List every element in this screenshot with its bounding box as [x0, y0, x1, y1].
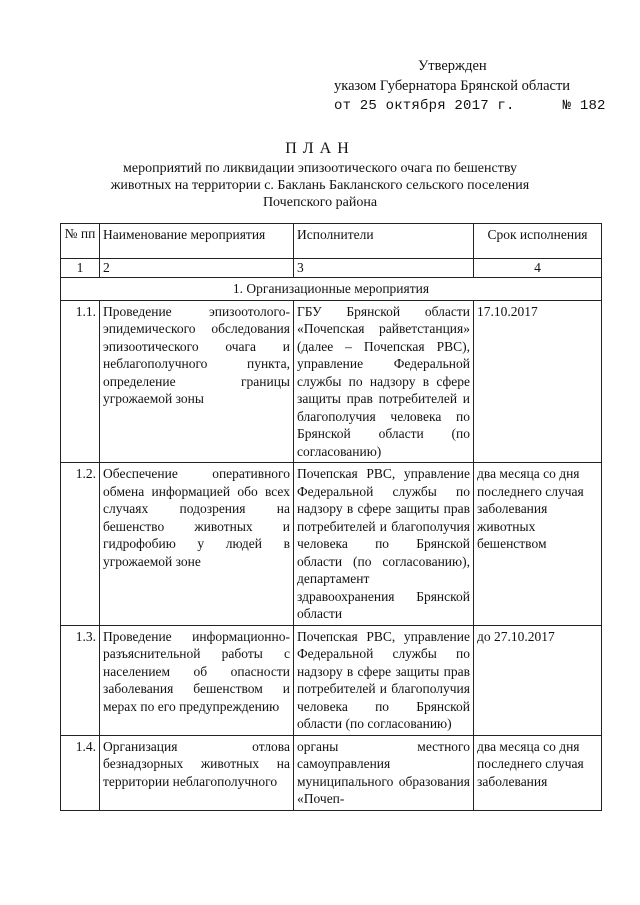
section-row [61, 278, 602, 301]
approval-date: от 25 октября 2017 г. [334, 98, 515, 114]
approval-decree: указом Губернатора Брянской области [334, 78, 571, 94]
row-number: 1.2. [61, 463, 100, 626]
row-executors: Почепская РВС, управление Федеральной службы по надзору в сфере защиты прав потребителей и благополучия человека по Брянской области (по согласованию), департамент здравоохранения Брянской области [294, 463, 474, 626]
section-title: 1. Организационные мероприятия [61, 278, 602, 301]
row-number: 1.3. [61, 625, 100, 735]
row-executors: Почепская РВС, управление Федеральной службы по надзору в сфере защиты прав потребителей и благополучия человека по Брянской области (по согласованию) [294, 625, 474, 735]
column-number: 2 [100, 259, 294, 278]
row-deadline: до 27.10.2017 [474, 625, 602, 735]
header-number: № пп [61, 224, 100, 259]
row-executors: органы местного самоуправления муниципального образования «Почеп- [294, 735, 474, 810]
column-number: 1 [61, 259, 100, 278]
table-header-row [61, 224, 602, 259]
plan-heading: ПЛАН [285, 140, 355, 157]
row-number: 1.4. [61, 735, 100, 810]
approval-number: № 182 [562, 98, 606, 114]
approval-date-line [334, 96, 606, 116]
plan-subtitle-line-3: Почепского района [262, 195, 378, 210]
table-row [61, 463, 602, 626]
plan-table [60, 223, 602, 811]
header-deadline: Срок исполнения [474, 224, 602, 259]
table-row [61, 735, 602, 810]
approval-title: Утвержден [418, 58, 487, 74]
column-number: 3 [294, 259, 474, 278]
column-number-row [61, 259, 602, 278]
row-executors: ГБУ Брянской области «Почепская райветстанция» (далее – Почепская РВС), управление Федеральной службы по надзору в сфере защиты прав потребителей и благополучия человека по Брянской области (по согласованию) [294, 300, 474, 463]
approval-block [334, 56, 606, 116]
header-name: Наименование мероприятия [100, 224, 294, 259]
row-deadline: 17.10.2017 [474, 300, 602, 463]
row-number: 1.1. [61, 300, 100, 463]
row-activity: Проведение эпизоотолого-эпидемического обследования эпизоотического очага и неблагополучного пункта, определение границы угрожаемой зоны [100, 300, 294, 463]
row-activity: Проведение информационно-разъяснительной работы с населением об опасности заболевания бешенством и мерах по его предупреждению [100, 625, 294, 735]
plan-subtitle-line-2: животных на территории с. Баклань Бакланского сельского поселения [110, 178, 530, 193]
table-row [61, 625, 602, 735]
plan-subtitle-line-1: мероприятий по ликвидации эпизоотического очага по бешенству [123, 161, 517, 176]
row-activity: Обеспечение оперативного обмена информацией обо всех случаях подозрения на бешенство животных и гидрофобию у людей в угрожаемой зоне [100, 463, 294, 626]
document-title [0, 138, 640, 211]
row-deadline: два месяца со дня последнего случая заболевания животных бешенством [474, 463, 602, 626]
header-executors: Исполнители [294, 224, 474, 259]
row-activity: Организация отлова безнадзорных животных на территории неблагополучного [100, 735, 294, 810]
table-row [61, 300, 602, 463]
column-number: 4 [474, 259, 602, 278]
row-deadline: два месяца со дня последнего случая заболевания [474, 735, 602, 810]
